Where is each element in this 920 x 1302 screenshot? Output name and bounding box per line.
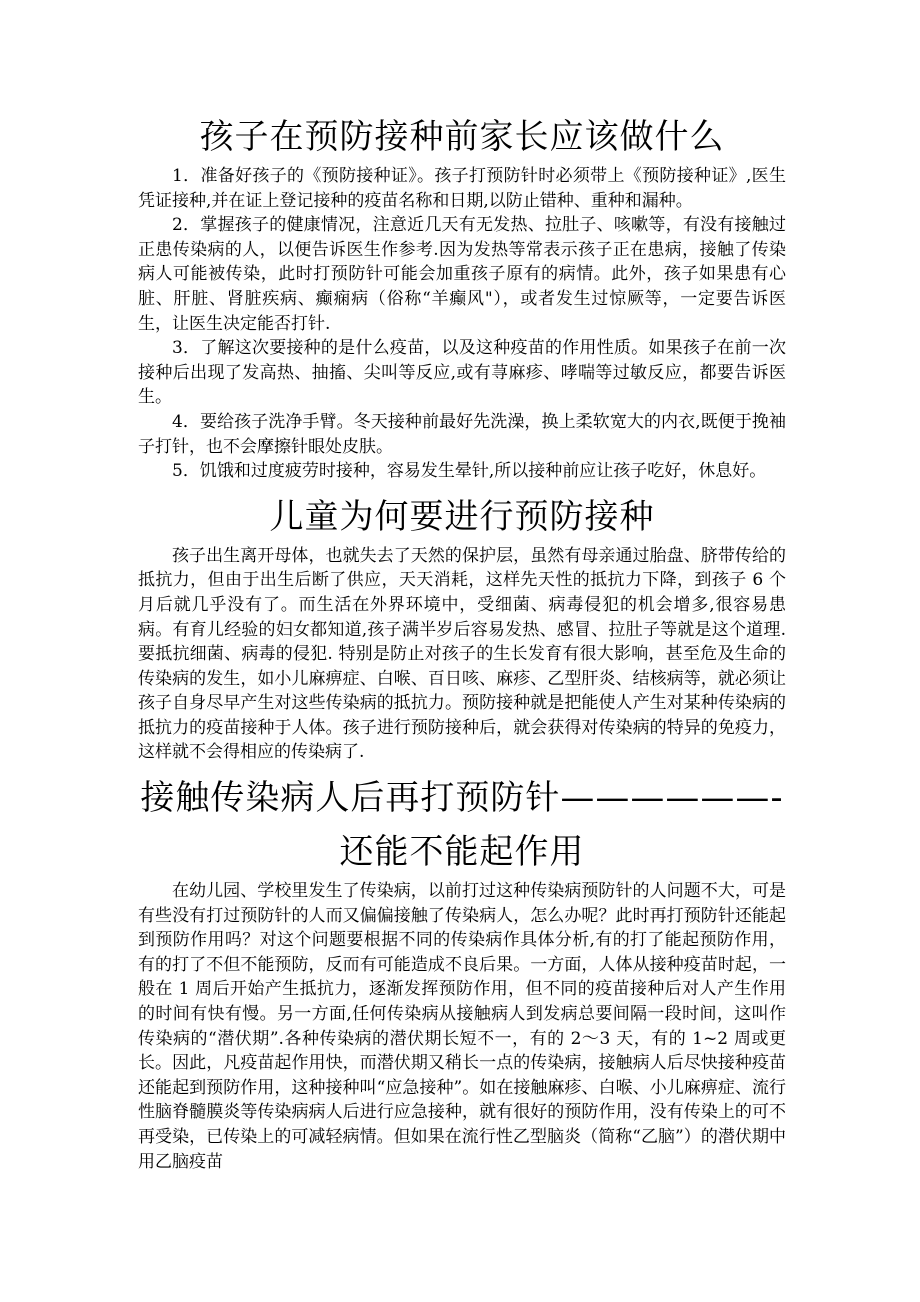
section-3-title-line2: 还能不能起作用 — [339, 832, 585, 873]
section-1-title: 孩子在预防接种前家长应该做什么 — [199, 117, 725, 157]
section-1-paragraph-4: 4．要给孩子洗净手臂。冬天接种前最好先洗澡，换上柔软宽大的内衣,既便于挽袖子打针，也不会摩擦针眼处皮肤。 — [138, 411, 786, 457]
section-1-paragraph-3: 3．了解这次要接种的是什么疫苗，以及这种疫苗的作用性质。如果孩子在前一次接种后出现了发高热、抽搐、尖叫等反应,或有荨麻疹、哮喘等过敏反应，都要告诉医生。 — [138, 338, 786, 408]
section-2-paragraph-1: 孩子出生离开母体，也就失去了天然的保护层，虽然有母亲通过胎盘、脐带传给的抵抗力，但由于出生后断了供应，天天消耗，这样先天性的抵抗力下降，到孩子 6 个月后就几乎没有了。而生活在外界环境中，受细菌、病毒侵犯的机会增多,很容易患病。有育儿经验的妇女都知道,孩子满半岁后容易发热、感冒、拉肚子等就是这个道理.要抵抗细菌、病毒的侵犯. 特别是防止对孩子的生长发育有很大影响，甚至危及生命的传染病的发生，如小儿麻痹症、白喉、百日咳、麻疹、乙型肝炎、结核病等，就必须让孩子自身尽早产生对这些传染病的抵抗力。预防接种就是把能使人产生对某种传染病的抵抗力的疫苗接种于人体。孩子进行预防接种后，就会获得对传染病的特异的免疫力，这样就不会得相应的传染病了. — [138, 545, 786, 763]
section-2-title: 儿童为何要进行预防接种 — [269, 496, 655, 537]
section-1-paragraph-5: 5．饥饿和过度疲劳时接种，容易发生晕针,所以接种前应让孩子吃好，休息好。 — [172, 461, 767, 482]
section-1-paragraph-2: 2．掌握孩子的健康情况，注意近几天有无发热、拉肚子、咳嗽等，有没有接触过正患传染病的人，以便告诉医生作参考.因为发热等常表示孩子正在患病，接触了传染病人可能被传染，此时打预防针可能会加重孩子原有的病情。此外，孩子如果患有心脏、肝脏、肾脏疾病、癫痫病（俗称“羊癫风"），或者发生过惊厥等，一定要告诉医生，让医生决定能否打针. — [138, 215, 786, 334]
section-1-paragraph-1: 1．准备好孩子的《预防接种证》。孩子打预防针时必须带上《预防接种证》,医生凭证接种,并在证上登记接种的疫苗名称和日期,以防止错种、重种和漏种。 — [138, 166, 786, 211]
section-3-title: 接触传染病人后再打预防针——————- — [140, 778, 784, 819]
document-page — [138, 110, 786, 1174]
section-3-paragraph-1: 在幼儿园、学校里发生了传染病，以前打过这种传染病预防针的人问题不大，可是有些没有打过预防针的人而又偏偏接触了传染病人，怎么办呢？此时再打预防针还能起到预防作用吗？对这个问题要根据不同的传染病作具体分析,有的打了能起预防作用，有的打了不但不能预防，反而有可能造成不良后果。一方面，人体从接种疫苗时起，一般在 1 周后开始产生抵抗力，逐渐发挥预防作用，但不同的疫苗接种后对人产生作用的时间有快有慢。另一方面,任何传染病从接触病人到发病总要间隔一段时间，这叫作传染病的“潜伏期”.各种传染病的潜伏期长短不一，有的 2～3 天，有的 1~2 周或更长。因此，凡疫苗起作用快，而潜伏期又稍长一点的传染病，接触病人后尽快接种疫苗还能起到预防作用，这种接种叫“应急接种”。如在接触麻疹、白喉、小儿麻痹症、流行性脑脊髓膜炎等传染病病人后进行应急接种，就有很好的预防作用，没有传染上的可不再受染，已传染上的可减轻病情。但如果在流行性乙型脑炎（简称“乙脑”）的潜伏期中用乙脑疫苗 — [138, 881, 786, 1172]
